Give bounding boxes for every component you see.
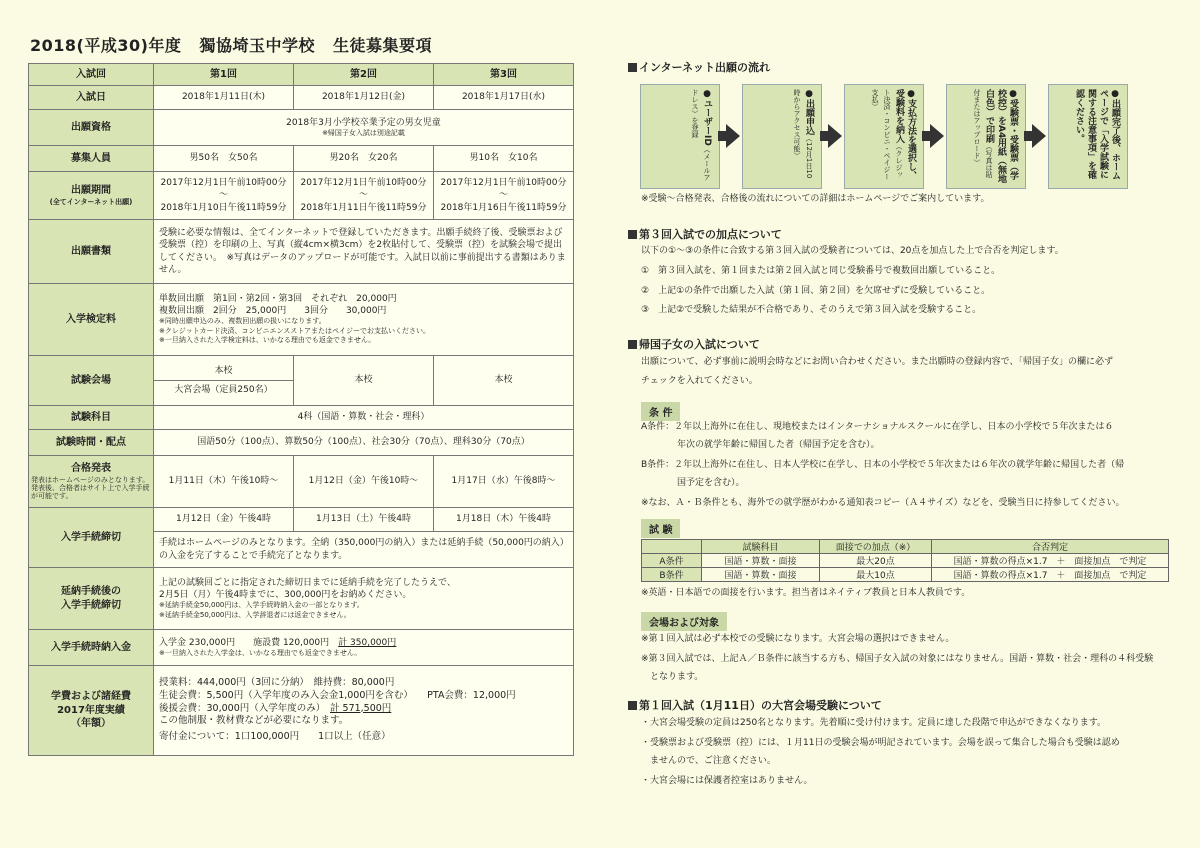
returnee-intro-1: 出願について、必ず事前に説明会時などにお問い合わせください。また出願時の登録内容で、「帰国子女」の欄に必ず xyxy=(641,357,1113,367)
table-row: 試験時間・配点 国語50分（100点）、算数50分（100点）、社会30分（70点）、理科30分（70点） xyxy=(29,430,574,456)
bonus-item-2: ② 上記①の条件で出願した入試（第１回、第２回）を欠席せずに受験していること。 xyxy=(641,286,991,296)
table-row: 入学手続時納入金 入学金 230,000円 施設費 120,000円 計 350,000円 ※一旦納入された入学金は、いかなる理由でも返金できません。 xyxy=(29,630,574,666)
table-row: 入試回 第1回 第2回 第3回 xyxy=(29,64,574,86)
table-row: 出願期間 (全てインターネット出願) 2017年12月1日午前10時00分 〜 2018年1月10日午後11時59分 2017年12月1日午前10時00分 〜 2018年1月11日午後11時59分 2017年12月1日午前10時00分 〜 2018年1月16日午後11時59分 xyxy=(29,172,574,220)
omiya-title: 第１回入試（1月11日）の大宮会場受験について xyxy=(628,697,882,713)
table-row: 延納手続後の 入学手続締切 上記の試験回ごとに指定された締切日までに延納手続を完了したうえで、 2月5日（月）午後4時までに、300,000円をお納めください。 ※延納手続金50,000円は、入学手続時納入金の一部となります。 ※延納手続金50,000円は、入学辞退者には返金できません。 xyxy=(29,568,574,630)
bonus-item-1: ① 第３回入試を、第１回または第２回入試と同じ受験番号で複数回出願していること。 xyxy=(641,266,1001,276)
table-row: 試験科目 4科（国語・算数・社会・理科） xyxy=(29,406,574,430)
condition-b-1: B条件：２年以上海外に在住し、日本人学校に在学し、日本の小学校で５年次または６年次の就学年齢に帰国した者（帰 xyxy=(641,460,1125,470)
table-row: 出願資格 2018年3月小学校卒業予定の男女児童 ※帰国子女入試は別途記載 xyxy=(29,110,574,146)
flow-step-1: ●ユーザーID（メールアドレス）を登録 xyxy=(640,84,720,189)
condition-a-2: 年次の就学年齢に帰国した者（帰国予定を含む）。 xyxy=(641,440,880,450)
table-row: 手続はホームページのみとなります。全納（350,000円の納入）または延納手続（50,000円の納入）の入金を完了することで手続完了となります。 xyxy=(29,532,574,568)
venue-tag: 会場および対象 xyxy=(641,612,727,631)
flow-title: インターネット出願の流れ xyxy=(628,59,770,75)
venue-note-1: ※第１回入試は必ず本校での受験になります。大宮会場の選択はできません。 xyxy=(641,634,955,644)
flow-step-4: ●受験票・受験票（学校控）をA4用紙（無地白色）で印刷（写真は貼付またはアップロード） xyxy=(946,84,1026,189)
table-row: 入学検定料 単数回出願 第1回・第2回・第3回 それぞれ 20,000円 複数回出願 2回分 25,000円 3回分 30,000円 ※同時出願申込のみ、複数回出願の扱いになります。 ※クレジットカード決済、コンビニエンスストアまたはペイジーでお支払いください。 ※一旦納入された入学検定料は、いかなる理由でも返金できません。 xyxy=(29,284,574,356)
condition-note: ※なお、Ａ・Ｂ条件とも、海外での就学歴がわかる通知表コピー（Ａ４サイズ）などを、受験当日に持参してください。 xyxy=(641,498,1125,508)
table-row: B条件 国語・算数・面接 最大10点 国語・算数の得点×1.7 ＋ 面接加点 で判定 xyxy=(642,568,1169,582)
flow-step-2: ●出願申込（12月1日10時からアクセス可能） xyxy=(742,84,822,189)
admission-table xyxy=(28,63,574,756)
table-row: 試験会場 本校 大宮会場（定員250名） 本校 本校 xyxy=(29,356,574,406)
arrow-right-icon xyxy=(828,124,842,148)
conditions-tag: 条 件 xyxy=(641,402,680,421)
arrow-right-icon xyxy=(726,124,740,148)
table-row: A条件 国語・算数・面接 最大20点 国語・算数の得点×1.7 ＋ 面接加点 で判定 xyxy=(642,554,1169,568)
exam-table xyxy=(641,539,1169,582)
exam-note: ※英語・日本語での面接を行います。担当者はネイティブ教員と日本人教員です。 xyxy=(641,588,971,598)
table-row: 入学手続締切 1月12日（金）午後4時 1月13日（土）午後4時 1月18日（木）午後4時 xyxy=(29,508,574,532)
bonus-title: 第３回入試での加点について xyxy=(628,226,782,242)
condition-b-2: 国予定を含む）。 xyxy=(641,478,745,488)
returnee-title: 帰国子女の入試について xyxy=(628,336,760,352)
table-row: 募集人員 男50名 女50名 男20名 女20名 男10名 女10名 xyxy=(29,146,574,172)
arrow-right-icon xyxy=(1032,124,1046,148)
table-row: 入試日 2018年1月11日(木) 2018年1月12日(金) 2018年1月17日(水) xyxy=(29,86,574,110)
returnee-intro-2: チェックを入れてください。 xyxy=(641,376,758,386)
flow-note: ※受験〜合格発表、合格後の流れについての詳細はホームページでご案内しています。 xyxy=(641,194,990,204)
omiya-item-2a: ・受験票および受験票（控）には、１月11日の受験会場が明記されています。会場を誤って集合した場合も受験は認め xyxy=(641,738,1120,748)
exam-tag: 試 験 xyxy=(641,519,680,538)
arrow-right-icon xyxy=(930,124,944,148)
bonus-item-3: ③ 上記②で受験した結果が不合格であり、そのうえで第３回入試を受験すること。 xyxy=(641,305,982,315)
omiya-item-1: ・大宮会場受験の定員は250名となります。先着順に受け付けます。定員に達した段階で申込ができなくなります。 xyxy=(641,718,1107,728)
venue-note-2b: となります。 xyxy=(641,672,704,682)
bonus-intro: 以下の①〜③の条件に合致する第３回入試の受験者については、20点を加点した上で合否を判定します。 xyxy=(641,246,1064,256)
table-row: 出願書類 受験に必要な情報は、全てインターネットで登録していただきます。出願手続終了後、受験票および受験票（控）を印刷の上、写真（縦4cm×横3cm）を2枚貼付して、受験票（控）を試験会場で提出してください。 ※写真はデータのアップロードが可能です。入試日以前に事前提出する書類はありません。 xyxy=(29,220,574,284)
page-title: 2018(平成30)年度 獨協埼玉中学校 生徒募集要項 xyxy=(30,36,432,55)
table-row: 試験科目 面接での加点（※） 合否判定 xyxy=(642,540,1169,554)
omiya-item-3: ・大宮会場には保護者控室はありません。 xyxy=(641,776,813,786)
flow-step-3: ●支払方法を選択し、受験料を納入（クレジット決済・コンビニ・ペイジー支払） xyxy=(844,84,924,189)
table-row: 合格発表 発表はホームページのみとなります。発表後、合格者はサイト上で入学手続が可能です。 1月11日（木）午後10時〜 1月12日（金）午後10時〜 1月17日（水）午後8時〜 xyxy=(29,456,574,508)
flow-step-5: ●出願完了後、ホームページで「入学試験に関する注意事項」を確認ください。 xyxy=(1048,84,1128,189)
condition-a-1: A条件：２年以上海外に在住し、現地校またはインターナショナルスクールに在学し、日本の小学校で５年次または６ xyxy=(641,422,1114,432)
venue-note-2a: ※第３回入試では、上記Ａ／Ｂ条件に該当する方も、帰国子女入試の対象にはなりません。国語・算数・社会・理科の４科受験 xyxy=(641,654,1154,664)
omiya-item-2b: ませんので、ご注意ください。 xyxy=(641,756,776,766)
table-row: 学費および諸経費 2017年度実績 （年額） 授業料：444,000円（3回に分納） 維持費：80,000円 生徒会費：5,500円（入学年度のみ入会金1,000円を含む） PTA会費：12,000円 後援会費：30,000円（入学年度のみ） 計 571,500円 この他制服・教材費などが必要になります。 寄付金について：1口100,000円 1口以上（任意） xyxy=(29,666,574,756)
